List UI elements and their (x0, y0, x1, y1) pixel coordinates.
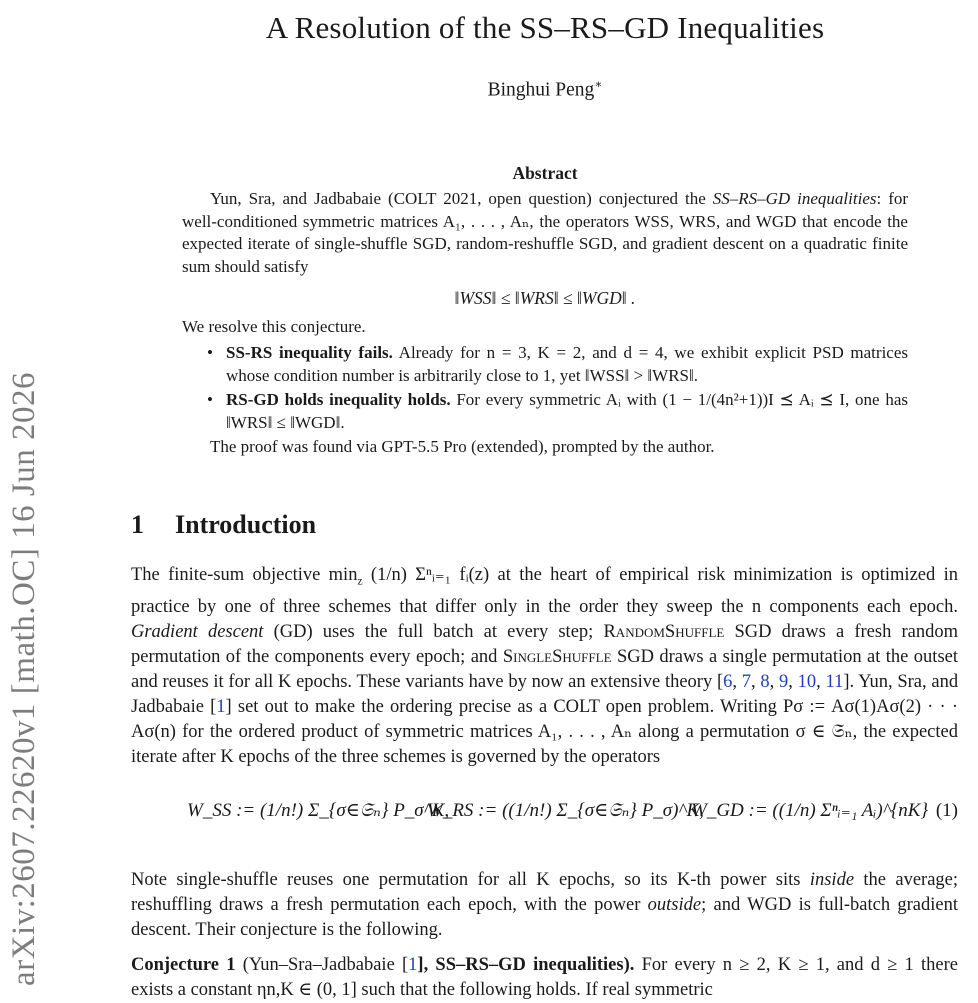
equation-operators (131, 778, 958, 862)
result-list (182, 342, 908, 434)
abstract-paragraph (182, 188, 908, 278)
result-item-ss-rs (207, 342, 908, 387)
introduction-body (131, 563, 958, 1003)
equation-ss: W_SS := (1/n!) Σ_{σ∈𝔖ₙ} P_σ^K, (187, 799, 450, 821)
citation-link[interactable]: 1 (216, 696, 226, 717)
author-footnote-mark: ∗ (594, 77, 603, 91)
intro-subscript: z (357, 575, 363, 588)
citation-link[interactable]: 1 (408, 954, 418, 975)
citation-link[interactable]: 6 (723, 671, 733, 692)
equation-gd: W_GD := ((1/n) Σⁿᵢ₌₁ Aᵢ)^{nK} (691, 799, 929, 821)
author-name: Binghui Peng (487, 79, 595, 101)
abstract-text: : for well-conditioned symmetric matrices A₁, . . . , Aₙ, the operators W (182, 189, 909, 231)
proof-note: The proof was found via GPT-5.5 Pro (extended), prompted by the author. (210, 437, 715, 456)
abstract-heading: Abstract (512, 163, 578, 183)
abstract-body (182, 188, 908, 459)
citation-link[interactable]: 9 (779, 671, 789, 692)
intro-text: ; and WGD is full-batch gradient descent. Their conjecture is the following. (131, 894, 958, 940)
equation-rs: W_RS := ((1/n!) Σ_{σ∈𝔖ₙ} P_σ)^K, (427, 799, 704, 821)
intro-paragraph (131, 868, 958, 943)
intro-text: Note single-shuffle reuses one permutation for all K epochs, so its K-th power sits (131, 869, 810, 890)
result-title: RS-GD holds inequality holds. (226, 390, 451, 409)
paper-title: A Resolution of the SS–RS–GD Inequalities (265, 10, 825, 45)
result-text: For every symmetric Aᵢ with (1 − 1/(4n²+1))I ⪯ Aᵢ ⪯ I, one has ‖WRS‖ ≤ ‖WGD‖. (226, 390, 908, 432)
conjecture-text: For every n ≥ 2, K ≥ 1, and d ≥ 1 there exists a constant ηn,K ∈ (0, 1] such that the following holds. If real symmetric (131, 954, 958, 1000)
bullet-icon: • (207, 343, 213, 362)
intro-text: (1/n) Σⁿᵢ₌₁ fᵢ(z) at the heart of empirical risk minimization is optimized in practice by one of three schemes that differ only in the order they sweep the n components each epoch. (131, 565, 958, 617)
citation-link[interactable]: 11 (825, 671, 844, 692)
result-title: SS-RS inequality fails. (226, 343, 393, 362)
abstract-resolve-line: We resolve this conjecture. (182, 316, 366, 336)
citation-link[interactable]: 8 (760, 671, 770, 692)
conjecture-attribution: (Yun–Sra–Jadbabaie [ (235, 954, 409, 975)
abstract-emphasis: SS–RS–GD inequalities (712, 189, 877, 208)
intro-text: the average; reshuffling draws a fresh permutation each epoch, with the power (131, 869, 959, 915)
result-text: Already for n = 3, K = 2, and d = 4, we exhibit explicit PSD matrices whose condition number is arbitrarily close to 1, yet ‖WSS‖ > ‖WRS‖. (226, 343, 908, 385)
section-heading (131, 510, 316, 540)
section-number: 1 (131, 510, 144, 539)
equation-number: (1) (935, 799, 958, 821)
abstract-display-inequality: ‖WSS‖ ≤ ‖WRS‖ ≤ ‖WGD‖ . (454, 288, 636, 308)
intro-text: The finite-sum objective min (131, 565, 358, 585)
citation-link[interactable]: 10 (797, 671, 817, 692)
intro-emphasis: outside (647, 894, 702, 915)
abstract-text: Yun, Sra, and Jadbabaie (COLT 2021, open question) conjectured the (210, 189, 713, 208)
author-line (0, 77, 978, 102)
intro-paragraph: The finite-sum objective $\min_z (1/n)$ Σⁿᵢ₌₁ fᵢ(z) at the heart of empirical risk minimization is optimized in practice by one of three schemes that differ only in the order they sweep the n components each epoch. Gradient descent (GD) uses the full batch at every step; RandomShuffle SGD draws a fresh random permutation of the components every epoch; and SingleShuffle SGD draws a single permutation at the outset and reuses it for all K epochs. These variants have by now an extensive theory [6, 7, 8, 9, 10, 11]. Yun, Sra, and Jadbabaie [1] set out to make the ordering precise as a COLT open problem. Writing Pσ := Aσ(1)Aσ(2) · · · Aσ(n) for the ordered product of symmetric matrices A₁, . . . , Aₙ along a permutation σ ∈ 𝔖ₙ, the expected iterate after K epochs of the three schemes is governed by the operators (131, 565, 959, 767)
intro-text: ] set out to make the ordering precise as a COLT open problem. Writing Pσ := Aσ(1)Aσ(2) · · · Aσ(n) for the ordered product of symmetric matrices A₁, . . . , Aₙ along a permutation σ ∈ 𝔖ₙ, the expected iterate after K epochs of the three schemes is governed by the operators (131, 696, 958, 767)
conjecture-block (131, 953, 958, 1003)
abstract-text: SS, WRS, and WGD that encode the expected iterate of single-shuffle SGD, random-reshuffle SGD, and gradient descent on a quadratic finite sum should satisfy (182, 211, 908, 276)
arxiv-identifier-stamp: arXiv:2607.22620v1 [math.OC] 16 Jun 2026 (6, 372, 42, 986)
citation-link[interactable]: 7 (741, 671, 751, 692)
algorithm-name: SingleShuffle (502, 646, 612, 667)
bullet-icon: • (207, 390, 213, 409)
conjecture-label: Conjecture 1 (131, 954, 236, 975)
intro-text: SGD draws a fresh random permutation of the components every epoch; and (131, 621, 958, 667)
intro-emphasis: Gradient descent (131, 621, 264, 642)
result-item-rs-gd (207, 389, 908, 434)
conjecture-attribution: ], SS–RS–GD inequalities). (417, 954, 635, 975)
intro-emphasis: inside (809, 869, 855, 890)
intro-text: SGD draws a single permutation at the outset and reuses it for all K epochs. These variants have by now an extensive theory [ (131, 646, 958, 692)
section-title: Introduction (175, 510, 317, 539)
algorithm-name: RandomShuffle (603, 621, 725, 642)
intro-text: (GD) uses the full batch at every step; (263, 621, 604, 642)
intro-text: ]. Yun, Sra, and Jadbabaie [ (131, 671, 959, 717)
